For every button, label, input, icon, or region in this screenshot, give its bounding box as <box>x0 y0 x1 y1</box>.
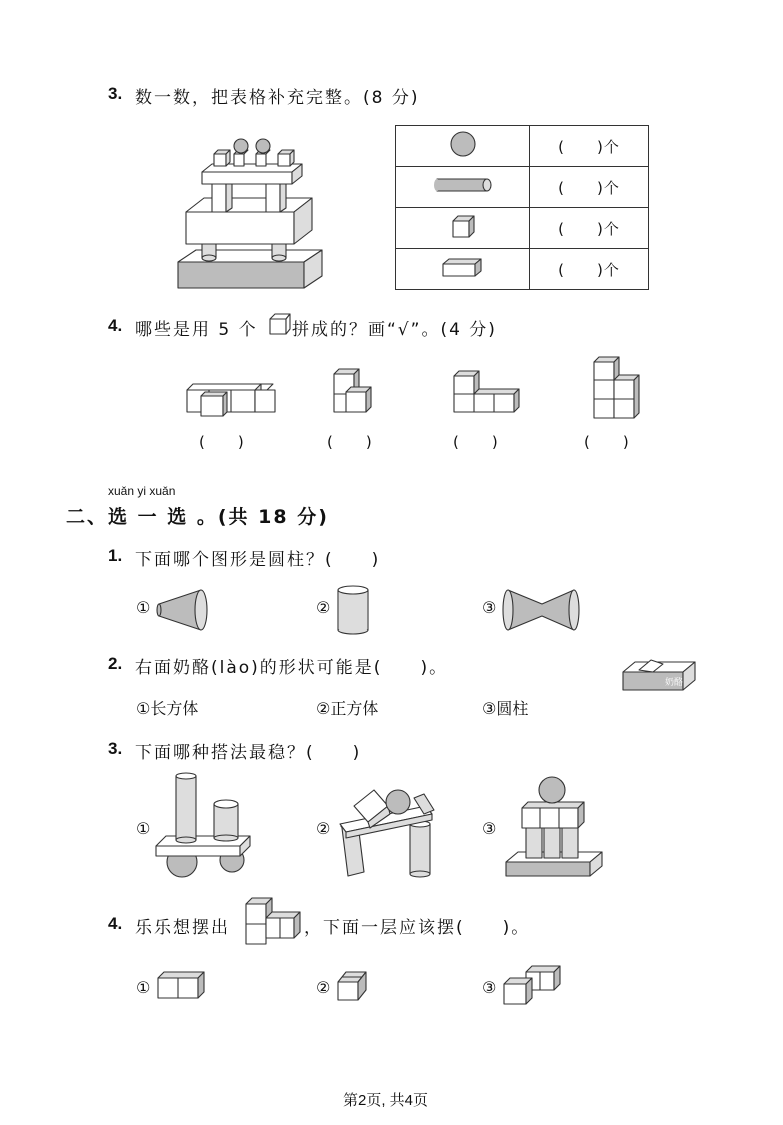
cube-arrangement-3 <box>452 366 522 416</box>
cuboid-count-blank[interactable]: ( )个 <box>530 249 649 290</box>
stack-picture-1 <box>152 770 252 880</box>
answer-blank-3[interactable]: ( ) <box>453 433 499 451</box>
choice-4-number: 4. <box>108 914 123 933</box>
cylinder-count-blank[interactable]: ( )个 <box>530 167 649 208</box>
choice-2-option-3[interactable]: ③圆柱 <box>482 699 529 718</box>
stack-picture-2 <box>334 784 438 880</box>
small-cube-icon <box>268 312 292 336</box>
choice-1-text: 下面哪个图形是圆柱？( ) <box>135 550 381 570</box>
choice-4-text-before: 乐乐想摆出 <box>135 918 230 938</box>
answer-blank-4[interactable]: ( ) <box>584 433 630 451</box>
cube-arrangement-2 <box>332 366 377 416</box>
choice-1-number: 1. <box>108 546 123 565</box>
sphere-cell <box>396 126 530 167</box>
choice-1-option-3[interactable]: ③ <box>482 598 497 617</box>
choice-4-option-3[interactable]: ③ <box>482 978 497 997</box>
cheese-box-label: 奶酪 <box>665 678 684 688</box>
choice-3-option-3[interactable]: ③ <box>482 819 497 838</box>
choice-1-option-1[interactable]: ① <box>136 598 151 617</box>
section-title: 二、选 一 选 。(共 18 分) <box>66 506 329 528</box>
layer-option-2 <box>336 968 376 1004</box>
choice-2-option-1[interactable]: ①长方体 <box>136 699 199 718</box>
choice-3-number: 3. <box>108 739 123 758</box>
cylinder-shape <box>334 582 374 636</box>
choice-4-option-2[interactable]: ② <box>316 978 331 997</box>
cube-cell <box>396 208 530 249</box>
truncated-cone-shape <box>155 588 210 632</box>
choice-3-option-2[interactable]: ② <box>316 819 331 838</box>
choice-1-option-2[interactable]: ② <box>316 598 331 617</box>
choice-2-number: 2. <box>108 654 123 673</box>
section-pinyin: xuǎn yi xuǎn <box>108 484 176 498</box>
hourglass-shape <box>502 588 582 632</box>
question-3-text: 数一数，把表格补充完整。(8 分) <box>135 88 420 108</box>
cube-arrangement-4 <box>592 354 642 422</box>
choice-4-option-1[interactable]: ① <box>136 978 151 997</box>
cheese-box-picture <box>619 658 699 694</box>
question-3-number: 3. <box>108 84 123 103</box>
layer-option-1 <box>156 968 212 1004</box>
table-row <box>396 208 649 249</box>
choice-3-option-1[interactable]: ① <box>136 819 151 838</box>
table-row <box>396 249 649 290</box>
cuboid-icon <box>440 255 486 279</box>
table-row <box>396 126 649 167</box>
answer-blank-2[interactable]: ( ) <box>327 433 373 451</box>
cube-count-blank[interactable]: ( )个 <box>530 208 649 249</box>
target-cube-arrangement <box>244 894 304 948</box>
layer-option-3 <box>502 964 568 1006</box>
choice-4-text-after: ，下面一层应该摆( )。 <box>304 918 531 938</box>
question-4-number: 4. <box>108 316 123 335</box>
choice-2-text: 右面奶酪(lào)的形状可能是( )。 <box>135 658 449 678</box>
question-4-text-after: 拼成的？画“√”。(4 分) <box>292 320 497 340</box>
cube-icon <box>448 211 478 241</box>
cylinder-cell <box>396 167 530 208</box>
sphere-icon <box>448 129 478 159</box>
table-row <box>396 167 649 208</box>
cylinder-icon <box>433 175 493 195</box>
sphere-count-blank[interactable]: ( )个 <box>530 126 649 167</box>
choice-2-option-2[interactable]: ②正方体 <box>316 699 379 718</box>
page-footer: 第2页, 共4页 <box>343 1092 429 1109</box>
stack-picture-3 <box>502 776 606 880</box>
question-4-text-before: 哪些是用 5 个 <box>135 320 258 340</box>
count-table <box>395 125 649 290</box>
cube-arrangement-1 <box>185 378 280 418</box>
cuboid-cell <box>396 249 530 290</box>
choice-3-text: 下面哪种搭法最稳？( ) <box>135 743 362 763</box>
block-building-picture <box>176 138 326 293</box>
answer-blank-1[interactable]: ( ) <box>199 433 245 451</box>
